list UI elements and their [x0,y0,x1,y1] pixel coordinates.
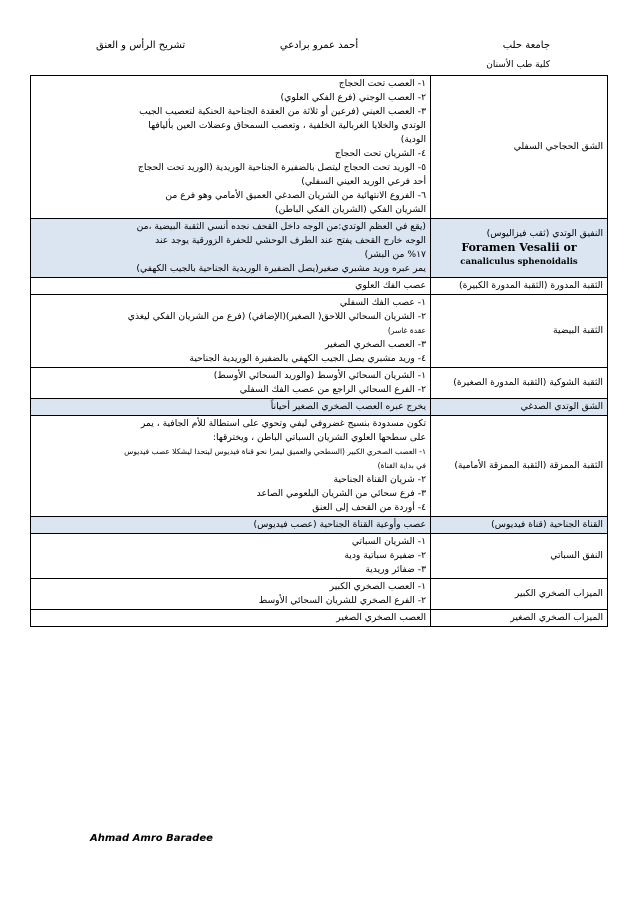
structure-name: الشق الوتدي الصدغي [520,401,603,412]
contents-cell [31,368,431,399]
content-line: يمر عبره وريد مشبري صغير(يصل الضفيرة الوريدية الجناحية بالجيب الكهفي) [136,263,426,274]
content-line: الوتدي والخلايا الغربالية الخلفية ، وتعصب السمحاق وعضلات العين بأليافها [148,120,426,131]
content-line: عصب وأوعية القناة الجناحية (عصب فيديوس) [253,519,426,530]
structure-name-cell [431,517,608,534]
content-line: ٤- أوردة من القحف إلى العنق [312,502,426,513]
content-line: ٣- العصب العيني (فرعين أو ثلاثة من العقدة الجناحية الحنكية لتعصيب الجيب [139,106,426,117]
faculty-name: كلية طب الأسنان [486,60,550,70]
contents-cell [31,416,431,517]
table-row [31,219,608,278]
content-line: ٣- ضفائر وريدية [365,564,426,575]
contents-cell [31,278,431,295]
structure-name-cell [431,295,608,368]
table-row [31,76,608,219]
structure-name-cell [431,399,608,416]
contents-cell [31,295,431,368]
contents-cell [31,76,431,219]
structure-name-cell [431,76,608,219]
structure-name: القناة الجناحية (قناة فيديوس) [491,519,603,530]
contents-cell [31,610,431,627]
content-line: ١٧% من البشر) [364,249,426,260]
structure-name: الثقبة الشوكية (الثقبة المدورة الصغيرة) [453,377,603,388]
content-line: ٣- فرع سحائي من الشريان البلعومي الصاعد [256,488,426,499]
structure-name-cell [431,534,608,579]
anatomy-table [30,75,608,627]
table-row [31,295,608,368]
content-line: ٢- الشريان السحائي اللاحق( الصغير)(الإضافي) (فرع من الشريان الفكي ليغذي [127,311,426,322]
structure-name: الشق الحجاجي السفلي [513,141,603,152]
structure-name: الميزاب الصخري الكبير [514,588,603,599]
content-line: أحد فرعي الوريد العيني السفلي) [301,176,426,187]
structure-name: الثقبة المدورة (الثقبة المدورة الكبيرة) [459,280,603,291]
content-line: ٢- ضفيرة سباتية ودية [344,550,426,561]
document-topic: تشريح الرأس و العنق [96,40,186,51]
structure-name: الميزاب الصخري الصغير [510,612,603,623]
content-line: (يقع في العظم الوتدي:من الوجه داخل القحف نجده أنسي الثقبة البيضية ،من [136,221,426,232]
content-line: ١- الشريان السحائي الأوسط (والوريد السحائي الأوسط) [213,370,426,381]
contents-cell [31,399,431,416]
table-row [31,399,608,416]
table-row [31,517,608,534]
content-line: ٢- شريان القناة الجناحية [333,474,426,485]
content-line: ٢- الفرع السحائي الراجع من عصب الفك السفلي [239,384,426,395]
content-line: الودية) [400,134,426,145]
structure-name: الثقبة البيضية [553,325,603,336]
content-line: ١- العصب الصخري الكبير [329,581,426,592]
structure-name-cell [431,579,608,610]
content-line: ١- العصب تحت الحجاج [338,78,426,89]
content-line: ١- عصب الفك السفلي [339,297,426,308]
structure-name: الثقبة الممزقة (الثقبة الممزقة الأمامية) [454,460,603,471]
table-row [31,534,608,579]
table-row [31,416,608,517]
content-line: الوجه خارج القحف يفتح عند الطرف الوحشي للحفرة الزورقية يوجد عند [155,235,426,246]
content-line: عصب الفك العلوي [355,280,426,291]
contents-cell [31,219,431,278]
structure-name-cell [431,219,608,278]
structure-name-cell [431,610,608,627]
content-line: ٤- الشريان تحت الحجاج [334,148,426,159]
structure-latin-name: Foramen Vesalii or [461,241,577,254]
structure-name-cell [431,278,608,295]
table-row [31,579,608,610]
structure-latin-name-2: canaliculus sphenoidalis [460,257,578,267]
content-line: في بداية القناة) [377,461,426,470]
content-line: ١- العصب الصخري الكبير (السطحي والعميق ليمرا نحو قناة فيديوس ليتحدا ليشكلا عصب فيديوس [124,447,426,456]
content-line: على سطحها العلوي الشريان السباتي الباطن ، ويخترقها: [212,432,426,443]
content-line: ٢- الفرع الصخري للشريان السحائي الأوسط [258,595,426,606]
content-line: ٣- العصب الصخري الصغير [325,339,426,350]
content-line: ٦- الفروع الانتهائية من الشريان الصدغي العميق الأمامي وهو فرع من [165,190,426,201]
structure-name-cell [431,416,608,517]
content-line: عقدة غاسر) [387,326,426,335]
footer-author: Ahmad Amro Baradee [90,833,213,844]
content-line: ١- الشريان السباتي [351,536,426,547]
contents-cell [31,579,431,610]
university-name: جامعة حلب [502,40,550,51]
content-line: ٥- الوريد تحت الحجاج ليتصل بالضفيرة الجناحية الوريدية (الوريد تحت الحجاج [137,162,426,173]
table-row [31,278,608,295]
contents-cell [31,534,431,579]
content-line: ٤- وريد مشبري يصل الجيب الكهفي بالضفيرة الوريدية الجناحية [189,353,426,364]
table-row [31,368,608,399]
author-name: أحمد عمرو برادعي [279,40,359,51]
table-row [31,610,608,627]
content-line: يخرج عبره العصب الصخري الصغير أحياناً [270,401,426,412]
content-line: ٢- العصب الوجني (فرع الفكي العلوي) [280,92,426,103]
content-line: العصب الصخري الصغير [336,612,426,623]
contents-cell [31,517,431,534]
structure-name: النفق السباتي [550,550,603,561]
content-line: الشريان الفكي (الشريان الفكي الباطن) [275,204,426,215]
content-line: تكون مسدودة بنسيج غضروفي ليفي وتحوي على استطالة للأم الجافية ، يمر [140,418,426,429]
structure-name: النفيق الوتدي (ثقب فيزاليوس) [486,228,603,239]
structure-name-cell [431,368,608,399]
